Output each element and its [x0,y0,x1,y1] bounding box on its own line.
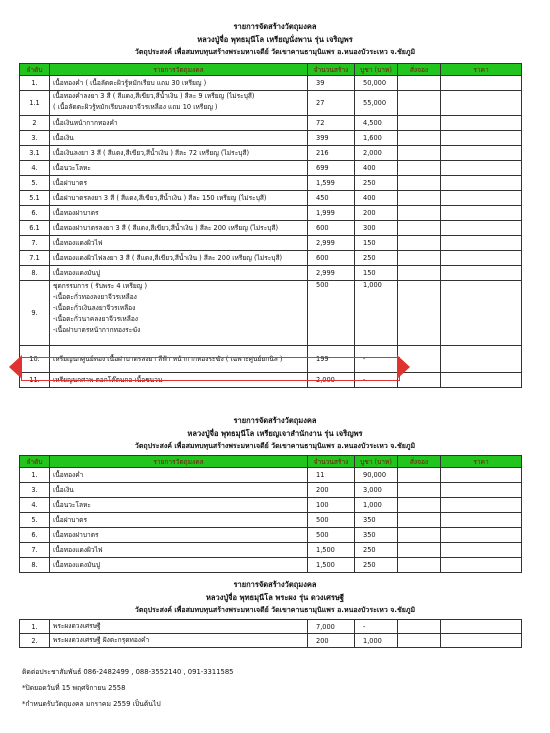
total-cell [441,620,522,634]
row-number: 8. [20,558,50,573]
item-sub-entry: -เนื้อตะกั่วทองลงยาจีวรเหลือง [53,293,137,301]
total-cell [441,528,522,543]
item-name-text: เนื้อทองแดงผิวไฟ [53,238,103,247]
total-cell [441,206,522,221]
quantity: 1,599 [308,176,355,191]
row-number: 1. [20,76,50,91]
price: 350 [355,513,398,528]
item-name-text: เนื้อทองฝาบาตร [53,530,99,539]
table-row [20,281,522,346]
table-row [20,543,522,558]
item-name-text: เนื้อเงินหน้ากากทองคำ [53,118,118,127]
quantity: 199 [308,346,355,373]
item-name [50,116,308,131]
contact-phone-note: ติดต่อประชาสัมพันธ์ 086-2482499 , 088-3552140 , 091-3311585 [22,668,234,676]
table-row [20,634,522,648]
row-number: 6.1 [20,221,50,236]
item-name-text: เนื้อทองคำ [53,470,84,479]
total-cell [441,558,522,573]
item-name-text: เนื้อเงินลงยา 3 สี ( สีแดง,สีเขียว,สีน้ำเงิน ) สีละ 72 เหรียญ (ไม่ระบุสี) [53,148,250,157]
pickup-date-note: *กำหนดรับวัตถุมงคล มกราคม 2559 เป็นต้นไป [22,700,161,708]
item-name-text: เนื้อฝาบาตร [53,178,87,187]
row-number: 9. [20,281,50,346]
total-cell [441,76,522,91]
highlight-arrow-left [9,355,22,379]
item-name [50,266,308,281]
section3-table [19,619,522,648]
row-number: 6. [20,206,50,221]
quantity: 500 [308,513,355,528]
order-cell [398,634,441,648]
row-number: 7. [20,543,50,558]
section2-title: รายการจัดสร้างวัตถุมงคล [233,416,317,425]
order-cell [398,513,441,528]
section2-table [19,455,522,573]
price: 1,600 [355,131,398,146]
quantity: 200 [308,634,355,648]
row-number: 10. [20,346,50,373]
quantity: 100 [308,498,355,513]
price: 1,000 [355,281,398,346]
row-number: 1.1 [20,91,50,116]
table-row [20,206,522,221]
item-sub-entry: -เนื้อฝาบาตรหน้ากากทองระฆัง [53,326,141,334]
item-name [50,206,308,221]
quantity: 216 [308,146,355,161]
quantity: 600 [308,251,355,266]
row-number: 11. [20,373,50,388]
row-number: 1. [20,468,50,483]
row-number: 7. [20,236,50,251]
item-name [50,76,308,91]
total-cell [441,634,522,648]
order-cell [398,176,441,191]
item-name-text: เนื้อทองแดงผิวไฟลงยา 3 สี ( สีแดง,สีเขียว,สีน้ำเงิน ) สีละ 200 เหรียญ (ไม่ระบุสี) [53,253,283,262]
item-name [50,468,308,483]
quantity: 500 [308,528,355,543]
item-name [50,620,308,634]
total-cell [441,221,522,236]
section3-header [0,578,550,617]
item-name [50,483,308,498]
price: 4,500 [355,116,398,131]
quantity: 2,999 [308,236,355,251]
quantity: 200 [308,483,355,498]
table-row [20,146,522,161]
column-header: ลำดับ [20,456,50,468]
row-number: 5. [20,513,50,528]
item-name-text: เนื้อฝาบาตรลงยา 3 สี ( สีแดง,สีเขียว,สีน้ำเงิน ) สีละ 150 เหรียญ (ไม่ระบุสี) [53,193,267,202]
column-header: รายการวัตถุมงคล [50,64,308,76]
column-header: ราคา [441,64,522,76]
price: 1,000 [355,498,398,513]
quantity: 699 [308,161,355,176]
highlight-arrow-right [397,355,410,379]
total-cell [441,468,522,483]
table-row [20,91,522,116]
total-cell [441,176,522,191]
section1-table [19,63,522,388]
table-row [20,558,522,573]
quantity: 399 [308,131,355,146]
column-header: สั่งจอง [398,456,441,468]
item-name [50,176,308,191]
table-row [20,161,522,176]
price: 150 [355,236,398,251]
quantity: 39 [308,76,355,91]
table-row [20,116,522,131]
item-name [50,221,308,236]
total-cell [441,116,522,131]
item-name [50,251,308,266]
order-cell [398,498,441,513]
section1-purpose: วัตถุประสงค์ เพื่อสมทบทุนสร้างพระมหาเจดีย์ วัดเขาคานธามุนิแพร อ.หนองบัวระเหว จ.ชัยภูมิ [134,48,416,56]
order-cell [398,251,441,266]
item-name-text: พระผงดวงเศรษฐี ฝังตะกรุดทองคำ [53,636,150,644]
contact-notes [22,666,234,710]
item-name-text: เนื้อทองแดงมันปู [53,268,101,277]
table-header-row [20,456,522,468]
section3-purpose: วัตถุประสงค์ เพื่อสมทบทุนสร้างพระมหาเจดีย์ วัดเขาคานธามุนิแพร อ.หนองบัวระเหว จ.ชัยภูมิ [134,606,416,614]
table-row [20,176,522,191]
item-name-text: เนื้อนวะโลหะ [53,500,91,509]
item-name [50,191,308,206]
item-name [50,513,308,528]
item-name [50,131,308,146]
table-row [20,528,522,543]
total-cell [441,236,522,251]
quantity: 1,500 [308,543,355,558]
table-row [20,236,522,251]
item-name [50,161,308,176]
closing-date-note: *ปิดยอดวันที่ 15 พฤศจิกายน 2558 [22,684,126,692]
price: 55,000 [355,91,398,116]
total-cell [441,266,522,281]
price: 3,000 [355,483,398,498]
column-header: บูชา (บาท) [355,456,398,468]
item-name-text: เหรียญนกศูนย์ทอง เนื้อฝาบาตรลงยา สีฟ้า หน้ากากทองระฆัง ( เฉพาะศูนย์ยกนิล ) [53,354,283,363]
row-number: 6. [20,528,50,543]
column-header: บูชา (บาท) [355,64,398,76]
section1-title: รายการจัดสร้างวัตถุมงคล [233,22,317,31]
order-cell [398,131,441,146]
quantity: 2,999 [308,266,355,281]
section1-header [0,20,550,59]
quantity: 2,000 [308,373,355,388]
total-cell [441,251,522,266]
price: 350 [355,528,398,543]
table-row [20,266,522,281]
item-name [50,91,308,116]
total-cell [441,513,522,528]
table-row [20,513,522,528]
section1-subtitle: หลวงปู่จื่อ พุทธมุนีโล เหรียญนั่งพาน รุ่น เจริญพร [197,35,353,44]
item-name [50,634,308,648]
row-number: 4. [20,498,50,513]
order-cell [398,236,441,251]
price: 150 [355,266,398,281]
row-number: 3. [20,131,50,146]
column-header: จำนวนสร้าง [308,64,355,76]
quantity: 1,500 [308,558,355,573]
total-cell [441,346,522,373]
section2-purpose: วัตถุประสงค์ เพื่อสมทบทุนสร้างพระมหาเจดีย์ วัดเขาคานธามุนิแพร อ.หนองบัวระเหว จ.ชัยภูมิ [134,442,416,450]
row-number: 3. [20,483,50,498]
item-name-text: เนื้อเงิน [53,485,74,494]
order-cell [398,543,441,558]
table-row [20,483,522,498]
total-cell [441,131,522,146]
price: 250 [355,176,398,191]
table-row [20,191,522,206]
order-cell [398,528,441,543]
price: 90,000 [355,468,398,483]
order-cell [398,161,441,176]
price: 400 [355,161,398,176]
section3-subtitle: หลวงปู่จื่อ พุทธมุนีโล พระผง รุ่น ดวงเศรษฐี [205,593,345,602]
price: 200 [355,206,398,221]
quantity: 7,000 [308,620,355,634]
order-cell [398,620,441,634]
item-name-text: เนื้อนวะโลหะ [53,163,91,172]
price: 2,000 [355,146,398,161]
column-header: ลำดับ [20,64,50,76]
item-name-text: เหรียญนกศาพ ตอกโค๊ตนกอ เนื้อชนวน [53,375,163,384]
order-cell [398,281,441,346]
row-number: 3.1 [20,146,50,161]
order-cell [398,76,441,91]
price: 400 [355,191,398,206]
row-number: 4. [20,161,50,176]
order-cell [398,558,441,573]
row-number: 1. [20,620,50,634]
section2-header [0,414,550,453]
item-name [50,558,308,573]
quantity: 1,999 [308,206,355,221]
column-header: ราคา [441,456,522,468]
column-header: สั่งจอง [398,64,441,76]
table-row [20,76,522,91]
quantity: 500 [308,281,355,346]
price: 250 [355,543,398,558]
quantity: 600 [308,221,355,236]
price: - [355,620,398,634]
total-cell [441,281,522,346]
price: 250 [355,251,398,266]
total-cell [441,483,522,498]
price: 1,000 [355,634,398,648]
item-name-text: เนื้อเงิน [53,133,74,142]
row-number: 5. [20,176,50,191]
table-row [20,221,522,236]
section3-title: รายการจัดสร้างวัตถุมงคล [233,580,317,589]
quantity: 450 [308,191,355,206]
row-number: 7.1 [20,251,50,266]
quantity: 11 [308,468,355,483]
order-cell [398,191,441,206]
item-name-note: ( เนื้อลัดตะผิวรู้หมักเรียบลงยาจีวรเหลือง แถม 10 เหรียญ ) [53,103,218,111]
table-row [20,498,522,513]
order-cell [398,206,441,221]
price: - [355,346,398,373]
item-name-text: เนื้อทองคำ ( เนื้อลัดตะผิวรู้หมักเรียบ แถม 30 เหรียญ ) [53,78,207,87]
item-sub-entry: -เนื้อตะกั่วนาคลงยาจีวรเหลือง [53,315,138,323]
item-sub-entry: -เนื้อตะกั่วเงินลงยาจีวรเหลือง [53,304,136,312]
quantity: 27 [308,91,355,116]
price: 50,000 [355,76,398,91]
order-cell [398,116,441,131]
table-row [20,620,522,634]
item-name [50,498,308,513]
order-cell [398,266,441,281]
total-cell [441,498,522,513]
item-name [50,528,308,543]
item-name-text: เนื้อทองคำลงยา 3 สี ( สีแดง,สีเขียว,สีน้ำเงิน ) สีละ 9 เหรียญ (ไม่ระบุสี) [53,92,255,100]
total-cell [441,161,522,176]
order-cell [398,468,441,483]
row-number: 5.1 [20,191,50,206]
highlight-box [21,357,400,381]
item-name-text: พระผงดวงเศรษฐี [53,622,101,630]
column-header: รายการวัตถุมงคล [50,456,308,468]
total-cell [441,146,522,161]
order-cell [398,221,441,236]
table-row [20,251,522,266]
item-name-text: เนื้อทองแดงมันปู [53,560,101,569]
row-number: 8. [20,266,50,281]
item-name-text: เนื้อทองฝาบาตรลงยา 3 สี ( สีแดง,สีเขียว,สีน้ำเงิน ) สีละ 200 เหรียญ (ไม่ระบุสี) [53,223,279,232]
order-cell [398,483,441,498]
price: 250 [355,558,398,573]
item-name-text: เนื้อฝาบาตร [53,515,87,524]
price: 300 [355,221,398,236]
order-cell [398,146,441,161]
item-name-text: เนื้อทองแดงผิวไฟ [53,545,103,554]
item-name [50,543,308,558]
total-cell [441,191,522,206]
row-number: 2. [20,634,50,648]
item-name-text: ชุดกรรมการ ( รับพระ 4 เหรียญ ) [53,282,148,290]
item-name [50,236,308,251]
quantity: 72 [308,116,355,131]
item-name [50,281,308,346]
item-name-text: เนื้อทองฝาบาตร [53,208,99,217]
row-number: 2 [20,116,50,131]
column-header: จำนวนสร้าง [308,456,355,468]
table-row [20,131,522,146]
item-name [50,146,308,161]
total-cell [441,373,522,388]
total-cell [441,91,522,116]
section2-subtitle: หลวงปู่จื่อ พุทธมุนีโล เหรียญเจาสำนักงาน รุ่น เจริญพร [187,429,363,438]
table-header-row [20,64,522,76]
table-row [20,468,522,483]
total-cell [441,543,522,558]
order-cell [398,91,441,116]
price: - [355,373,398,388]
